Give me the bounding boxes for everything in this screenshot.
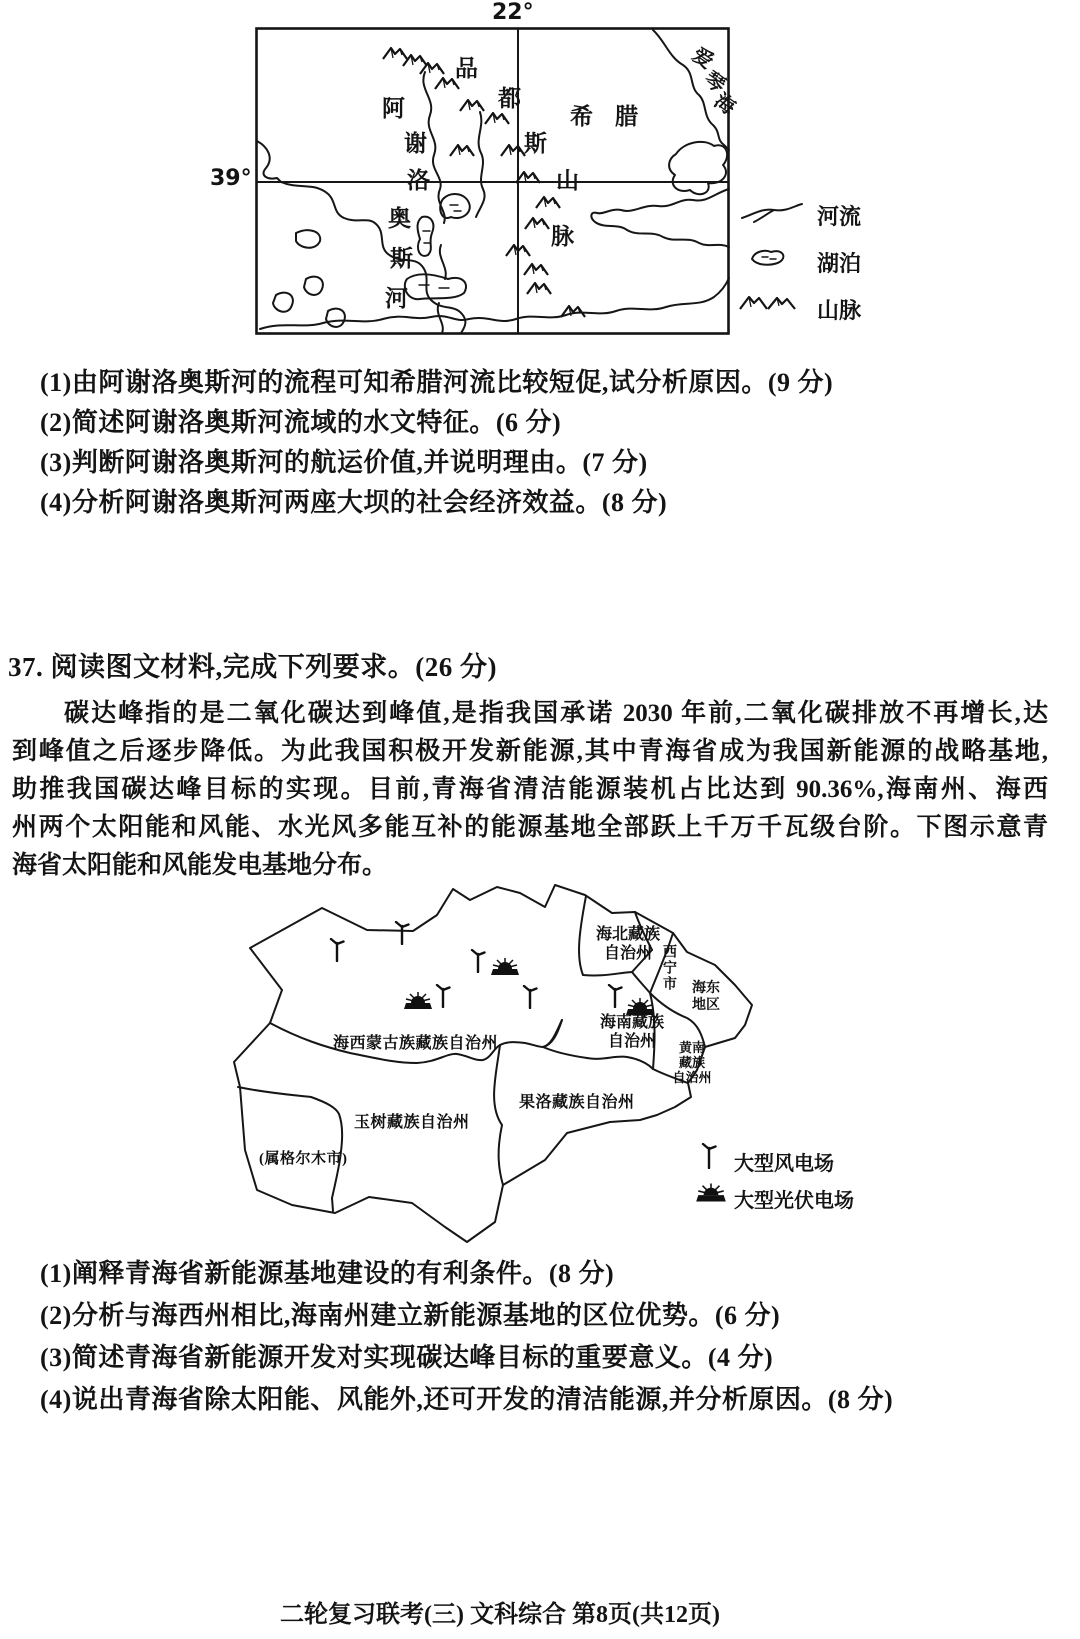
- label-xining: 西宁市: [661, 944, 676, 992]
- exam-page: 22° 39° 阿 谢 洛 奥 斯 河 品 都 斯 山 脉 希腊 爱 琴 海 河流 湖泊 山脉 (1)由阿谢洛奥斯河的流程可知希腊河流比较短促,试分析原因。(9 分) (2)简述阿谢洛奥斯河流域的水文特征。(6 分) (3)判断阿谢洛奥斯河的航运价值,并说明理由。(7 分) (4)分析阿谢洛奥斯河两座大坝的社会经济效益。(8 分) 37. 阅读图文材料,完成下列要求。(26 分) 碳达峰指的是二氧化碳达到峰值,是指我国承诺 2030 年前,二氧化碳排放不再增长,达 到峰值之后逐步降低。为此我国积极开发新能源,其中青海省成为我国新能源的战略基地, 助推我国碳达峰目标的实现。目前,青海省清洁能源装机占比达到 90.36%,海南州、海西 州两个太阳能和风能、水光风多能互补的能源基地全部跃上千万千瓦级台阶。下图示意青 海省太阳能和风能发电基地分布。 海西蒙古族藏族自治州 海北藏族自治州 西宁市 海东地区 海南藏族自治州 黄南 藏族 自治州 果洛藏族自治州 玉树藏族自治州 (属格尔木市) 大型风电场 大型光伏电场 (1)阐释青海省新能源基地建设的有利条件。(8 分) (2)分析与海西州相比,海南州建立新能源基地的区位优势。(6 分) (3)简述青海省新能源开发对实现碳达峰目标的重要意义。(4 分) (4)说出青海省除太阳能、风能外,还可开发的清洁能源,并分析原因。(8 分) 二轮复习联考(三) 文科综合 第8页(共12页): [8, 0, 1048, 1628]
- river-lines: [423, 72, 484, 333]
- legend-lake-label: 湖泊: [817, 251, 862, 276]
- q37-title: 37. 阅读图文材料,完成下列要求。(26 分): [8, 652, 497, 682]
- label-haixi: 海西蒙古族藏族自治州: [333, 1035, 499, 1052]
- q37-item-2: (2)分析与海西州相比,海南州建立新能源基地的区位优势。(6 分): [40, 1301, 781, 1330]
- q37-paragraph-line: 州两个太阳能和风能、水光风多能互补的能源基地全部跃上千万千瓦级台阶。下图示意青: [12, 814, 1048, 841]
- map1-longitude-label: 22°: [492, 0, 534, 25]
- river-icon: [740, 198, 804, 224]
- legend-river-label: 河流: [817, 204, 862, 229]
- label-guoluo: 果洛藏族自治州: [519, 1094, 635, 1111]
- solar-farm-legend-icon: [693, 1181, 729, 1203]
- mountain-legend-icon: [738, 293, 798, 311]
- q37-item-3: (3)简述青海省新能源开发对实现碳达峰目标的重要意义。(4 分): [40, 1343, 774, 1372]
- map1-latitude-label: 39°: [210, 166, 252, 191]
- q37-paragraph-line: 到峰值之后逐步降低。为此我国积极开发新能源,其中青海省成为我国新能源的战略基地,: [12, 738, 1048, 765]
- q37-paragraph-line: 海省太阳能和风能发电基地分布。: [12, 852, 388, 879]
- label-haibei: 海北藏族自治州: [595, 926, 660, 962]
- q36-item-1: (1)由阿谢洛奥斯河的流程可知希腊河流比较短促,试分析原因。(9 分): [40, 368, 834, 397]
- label-geermu: (属格尔木市): [259, 1151, 348, 1167]
- greece-map: [255, 27, 730, 335]
- legend-solar-label: 大型光伏电场: [734, 1190, 854, 1212]
- wind-farm-icon: [394, 921, 410, 945]
- wind-farm-icon: [435, 984, 451, 1008]
- wind-farm-icon: [329, 938, 345, 962]
- q37-item-1: (1)阐释青海省新能源基地建设的有利条件。(8 分): [40, 1259, 615, 1288]
- q37-paragraph-line: 助推我国碳达峰目标的实现。目前,青海省清洁能源装机占比达到 90.36%,海南州、海西: [12, 776, 1048, 803]
- label-huangnan: 黄南 藏族 自治州: [672, 1040, 712, 1085]
- wind-farm-icon: [470, 949, 486, 973]
- lakes: [405, 194, 470, 299]
- solar-farm-icon: [401, 990, 435, 1010]
- legend-mountain-label: 山脉: [817, 298, 862, 323]
- q36-item-3: (3)判断阿谢洛奥斯河的航运价值,并说明理由。(7 分): [40, 448, 648, 477]
- label-yushu: 玉树藏族自治州: [354, 1114, 470, 1131]
- wind-farm-icon: [607, 984, 623, 1008]
- q36-item-2: (2)简述阿谢洛奥斯河流域的水文特征。(6 分): [40, 408, 562, 437]
- wind-farm-legend-icon: [701, 1143, 717, 1169]
- wind-farm-icon: [522, 985, 538, 1009]
- label-haidong: 海东地区: [692, 981, 720, 1013]
- q37-item-4: (4)说出青海省除太阳能、风能外,还可开发的清洁能源,并分析原因。(8 分): [40, 1385, 894, 1414]
- q37-paragraph-line: 碳达峰指的是二氧化碳达到峰值,是指我国承诺 2030 年前,二氧化碳排放不再增长,达: [64, 700, 1048, 727]
- lake-icon: [748, 246, 788, 270]
- q36-item-4: (4)分析阿谢洛奥斯河两座大坝的社会经济效益。(8 分): [40, 488, 668, 517]
- solar-farm-icon: [488, 956, 522, 976]
- legend-wind-label: 大型风电场: [734, 1153, 834, 1175]
- label-hainan: 海南藏族自治州: [599, 1014, 664, 1050]
- page-footer: 二轮复习联考(三) 文科综合 第8页(共12页): [280, 1602, 720, 1628]
- greece-label: 希腊: [570, 104, 660, 129]
